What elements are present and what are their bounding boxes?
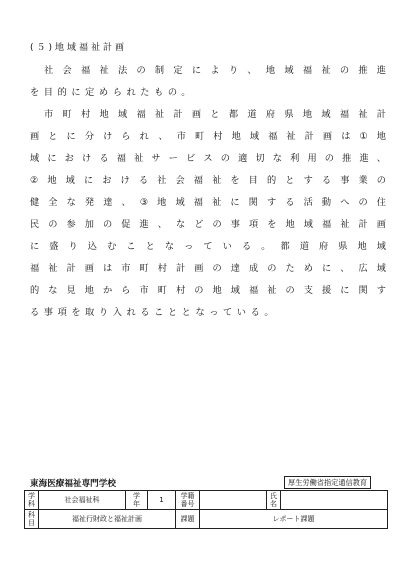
section-heading: (５)地域福祉計画 — [30, 43, 128, 53]
accreditation-stamp: 厚生労働省指定通信教育 — [284, 476, 371, 489]
course-value[interactable]: 福祉行財政と福祉計画 — [39, 510, 176, 529]
year-label: 学 年 — [126, 491, 148, 510]
school-name: 東海医療福祉専門学校 — [30, 479, 116, 489]
course-label: 科 目 — [25, 510, 39, 529]
essay-line: 民の参加の促進、などの事項を地域福祉計画 — [30, 219, 386, 230]
year-value[interactable]: 1 — [148, 491, 176, 510]
report-info-table — [24, 490, 388, 529]
essay-line: 画とに分けられ、市町村地域福祉計画は①地 — [30, 131, 386, 142]
essay-line: 域における福祉サービスの適切な利用の推進、 — [30, 153, 386, 164]
essay-line: 市町村地域福祉計画と都道府県地域福祉計 — [44, 109, 386, 120]
table-row — [25, 510, 388, 529]
essay-line: 社会福祉法の制定により、地域福祉の推進 — [44, 65, 386, 76]
topic-value[interactable]: レポート課題 — [200, 510, 388, 529]
essay-line: 的な見地から市町村の地域福祉の支援に関す — [30, 285, 386, 296]
name-value[interactable] — [281, 491, 388, 510]
essay-line: を目的に定められたもの。 — [30, 87, 196, 98]
student-number-label: 学籍 番号 — [176, 491, 200, 510]
name-label: 氏 名 — [267, 491, 281, 510]
student-number-value[interactable] — [200, 491, 267, 510]
essay-line: 健全な発達、③地域福祉に関する活動への住 — [30, 197, 386, 208]
subject-value[interactable]: 社会福祉科 — [39, 491, 126, 510]
subject-label: 学 科 — [25, 491, 39, 510]
table-row — [25, 491, 388, 510]
topic-label: 課題 — [176, 510, 200, 529]
essay-line: に盛り込むことなっている。都道府県地域 — [30, 241, 386, 252]
essay-line: る事項を取り入れることとなっている。 — [30, 307, 279, 318]
essay-line: ②地域における社会福祉を目的とする事業の — [30, 175, 386, 186]
essay-line: 福祉計画は市町村計画の達成のために、広域 — [30, 263, 386, 274]
